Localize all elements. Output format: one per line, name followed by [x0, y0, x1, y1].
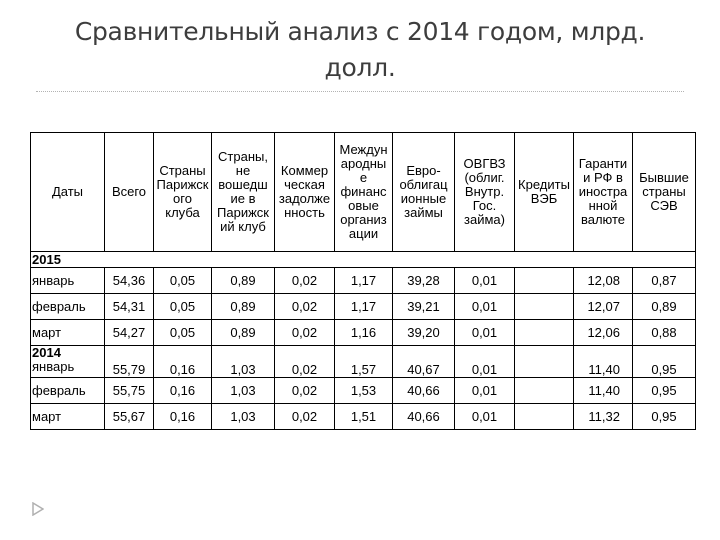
value-cell: 0,88	[633, 320, 696, 346]
value-cell: 11,32	[574, 404, 633, 430]
value-cell: 0,02	[275, 404, 335, 430]
value-cell: 1,51	[335, 404, 393, 430]
value-cell: 54,27	[105, 320, 154, 346]
value-cell: 0,16	[154, 404, 212, 430]
value-cell: 12,07	[574, 294, 633, 320]
column-header-line: займа)	[464, 212, 505, 227]
table-row	[31, 378, 696, 404]
value-cell: 1,03	[212, 346, 275, 378]
column-header-line: Междун	[339, 142, 388, 157]
column-header-line: ий клуб	[220, 219, 266, 234]
triangle-bullet-icon	[32, 502, 44, 516]
column-header	[574, 133, 633, 252]
column-header-line: нность	[284, 205, 325, 220]
value-cell: 55,75	[105, 378, 154, 404]
column-header-line: Страны	[159, 163, 206, 178]
column-header-line: (облиг.	[464, 170, 505, 185]
month-cell: март	[31, 404, 105, 430]
value-cell: 1,03	[212, 404, 275, 430]
column-header-line: займы	[404, 205, 443, 220]
column-header-line: ческая	[284, 177, 325, 192]
column-header	[105, 133, 154, 252]
value-cell: 39,20	[393, 320, 455, 346]
value-cell: 1,16	[335, 320, 393, 346]
value-cell: 0,02	[275, 294, 335, 320]
table-header-row	[31, 133, 696, 252]
title-line-2: долл.	[324, 53, 396, 82]
value-cell: 1,53	[335, 378, 393, 404]
column-header	[335, 133, 393, 252]
year-row	[31, 252, 696, 268]
table-row	[31, 346, 696, 378]
comparison-table	[30, 132, 696, 430]
value-cell: 0,89	[212, 320, 275, 346]
month-cell: февраль	[31, 378, 105, 404]
column-header-line: валюте	[580, 212, 626, 227]
column-header-line: Страны,	[218, 149, 268, 164]
value-cell	[515, 346, 574, 378]
value-cell: 0,02	[275, 268, 335, 294]
value-cell: 40,66	[393, 378, 455, 404]
table-row	[31, 294, 696, 320]
value-cell: 0,16	[154, 378, 212, 404]
column-header-line: страны	[642, 184, 686, 199]
value-cell: 0,05	[154, 294, 212, 320]
value-cell: 0,02	[275, 378, 335, 404]
column-header-line: ионные	[400, 191, 447, 206]
value-cell: 0,01	[455, 404, 515, 430]
value-cell	[515, 268, 574, 294]
column-header-line: Гос.	[472, 198, 497, 213]
column-header-line: клуба	[165, 205, 200, 220]
column-header-line: задолже	[278, 191, 331, 206]
column-header-line: нной	[588, 198, 618, 213]
value-cell: 0,01	[455, 346, 515, 378]
value-cell: 12,06	[574, 320, 633, 346]
title-line-1: Сравнительный анализ с 2014 годом, млрд.	[74, 17, 646, 46]
value-cell	[515, 294, 574, 320]
value-cell: 0,95	[633, 346, 696, 378]
value-cell: 39,28	[393, 268, 455, 294]
value-cell: 0,02	[275, 346, 335, 378]
value-cell: 0,87	[633, 268, 696, 294]
value-cell: 11,40	[574, 346, 633, 378]
month-cell	[31, 346, 105, 378]
value-cell: 0,89	[212, 294, 275, 320]
column-header-line: Парижск	[217, 205, 269, 220]
column-header-line: СЭВ	[650, 198, 678, 213]
value-cell	[515, 320, 574, 346]
column-header	[212, 133, 275, 252]
column-header-line: Всего	[111, 184, 147, 199]
value-cell: 0,01	[455, 294, 515, 320]
column-header	[455, 133, 515, 252]
value-cell: 0,89	[633, 294, 696, 320]
value-cell: 1,57	[335, 346, 393, 378]
value-cell: 40,66	[393, 404, 455, 430]
value-cell: 54,31	[105, 294, 154, 320]
column-header-line: ОВГВЗ	[463, 156, 506, 171]
value-cell: 0,02	[275, 320, 335, 346]
value-cell: 55,67	[105, 404, 154, 430]
column-header-line: Коммер	[280, 163, 329, 178]
column-header-line: вошедш	[218, 177, 268, 192]
value-cell: 40,67	[393, 346, 455, 378]
value-cell: 0,16	[154, 346, 212, 378]
column-header	[633, 133, 696, 252]
year-label: 2014	[32, 345, 61, 360]
value-cell: 1,17	[335, 294, 393, 320]
column-header-line: ого	[173, 191, 192, 206]
column-header-line: Внутр.	[464, 184, 505, 199]
month-cell: март	[31, 320, 105, 346]
column-header	[393, 133, 455, 252]
table-row	[31, 320, 696, 346]
column-header-line: и РФ в	[583, 170, 623, 185]
column-header-line: иностра	[578, 184, 628, 199]
column-header-line: Кредиты	[518, 177, 570, 192]
value-cell: 0,05	[154, 320, 212, 346]
column-header-line: ации	[348, 226, 379, 241]
column-header	[515, 133, 574, 252]
column-header-line: Даты	[51, 184, 84, 199]
value-cell: 1,03	[212, 378, 275, 404]
slide-title	[40, 14, 680, 86]
column-header-line: ие в	[230, 191, 256, 206]
column-header-line: финанс	[340, 184, 387, 199]
column-header-line: не	[235, 163, 251, 178]
value-cell: 0,01	[455, 320, 515, 346]
value-cell: 1,17	[335, 268, 393, 294]
column-header-line: е	[359, 170, 368, 185]
column-header-line: Бывшие	[639, 170, 689, 185]
month-cell: февраль	[31, 294, 105, 320]
value-cell: 0,01	[455, 378, 515, 404]
column-header-line: облигац	[399, 177, 448, 192]
table-row	[31, 404, 696, 430]
column-header	[275, 133, 335, 252]
year-label: 2015	[31, 252, 696, 268]
month-label: январь	[32, 359, 75, 374]
value-cell: 0,95	[633, 404, 696, 430]
value-cell: 0,01	[455, 268, 515, 294]
column-header-line: ВЭБ	[530, 191, 558, 206]
column-header-line: Парижск	[156, 177, 209, 192]
title-divider	[36, 91, 684, 92]
month-cell: январь	[31, 268, 105, 294]
column-header	[154, 133, 212, 252]
value-cell: 39,21	[393, 294, 455, 320]
value-cell: 55,79	[105, 346, 154, 378]
value-cell: 12,08	[574, 268, 633, 294]
value-cell: 54,36	[105, 268, 154, 294]
value-cell	[515, 378, 574, 404]
column-header-line: овые	[348, 198, 379, 213]
column-header-line: Евро-	[406, 163, 441, 178]
table-row	[31, 268, 696, 294]
value-cell: 0,95	[633, 378, 696, 404]
column-header-line: организ	[340, 212, 387, 227]
value-cell: 0,89	[212, 268, 275, 294]
value-cell: 11,40	[574, 378, 633, 404]
value-cell: 0,05	[154, 268, 212, 294]
column-header	[31, 133, 105, 252]
column-header-line: Гаранти	[578, 156, 628, 171]
column-header-line: ародны	[340, 156, 387, 171]
value-cell	[515, 404, 574, 430]
